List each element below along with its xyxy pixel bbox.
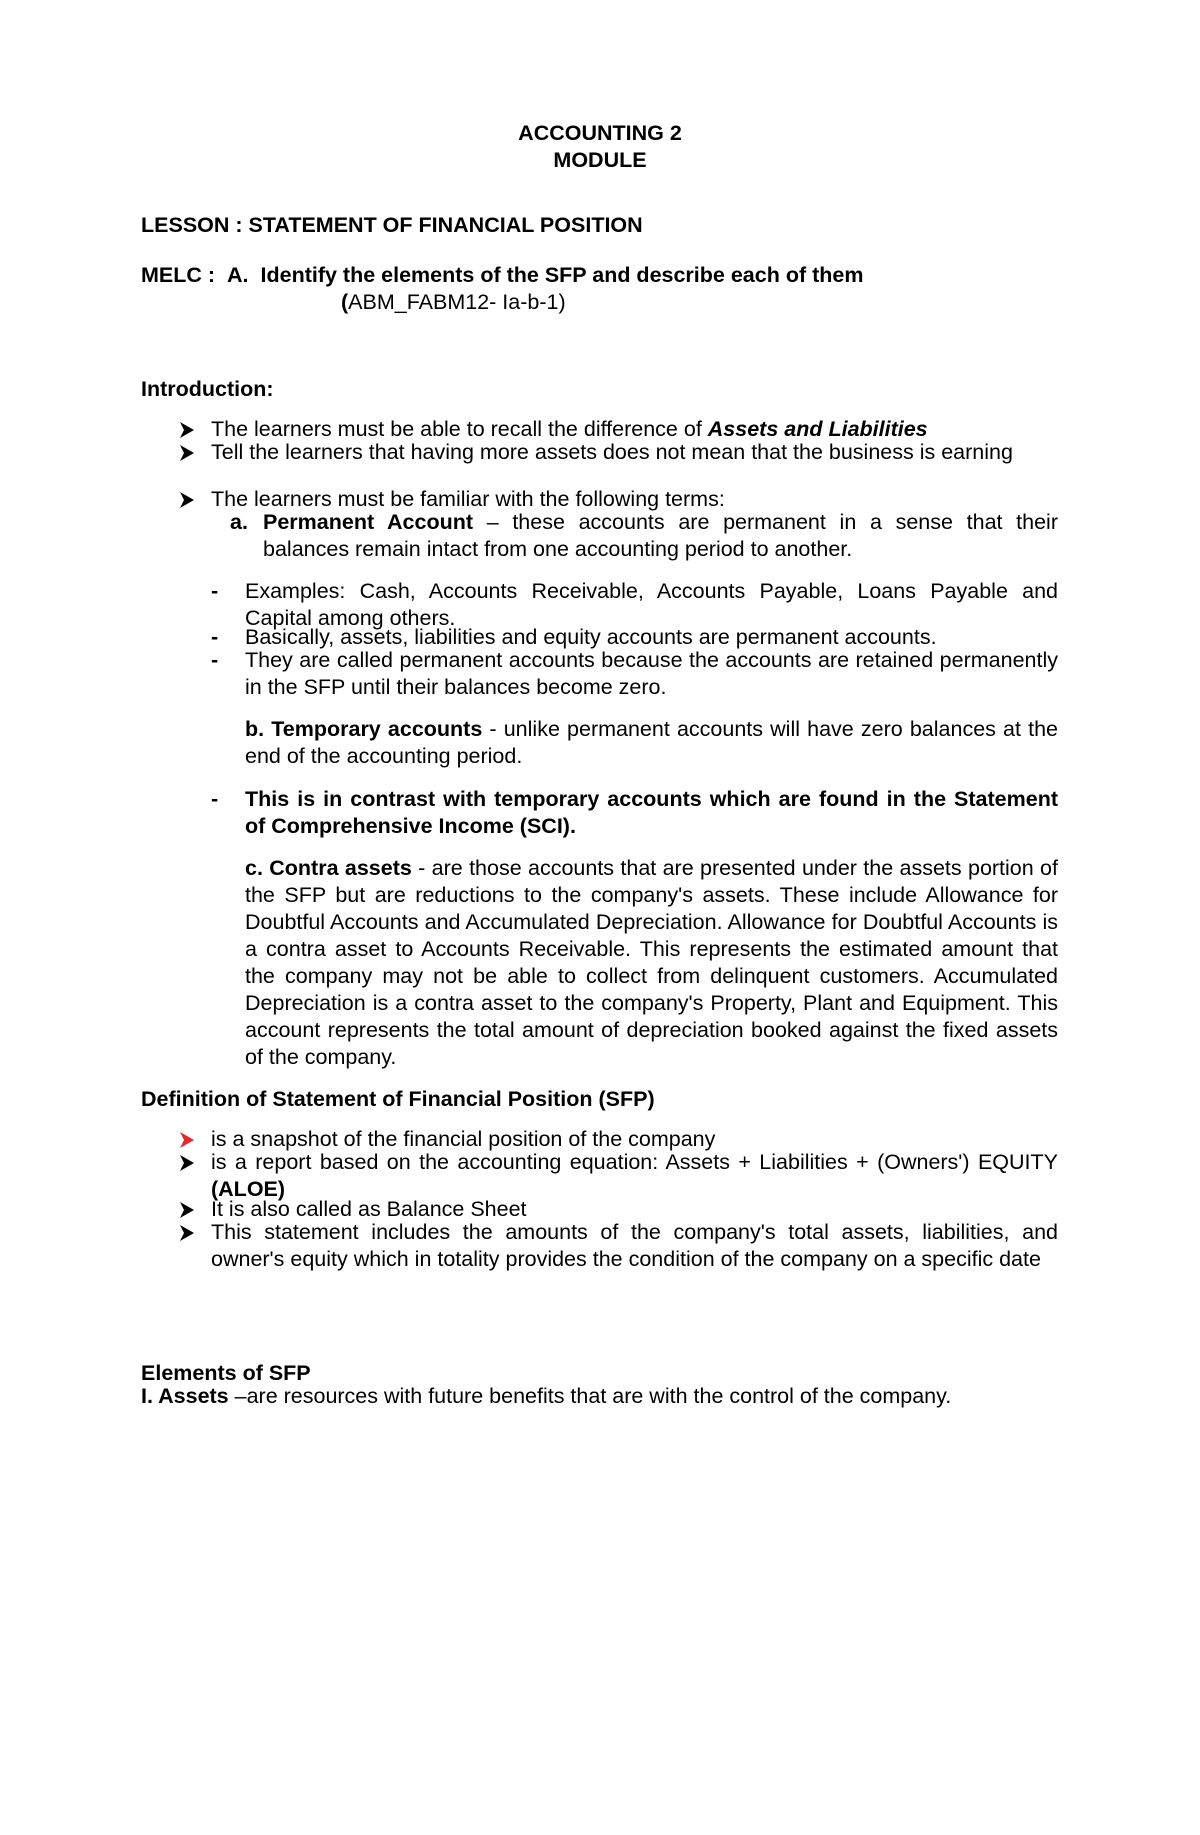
term-b-definition bbox=[245, 716, 1058, 770]
term-c-definition bbox=[245, 855, 1058, 1071]
arrow-bullet-icon bbox=[176, 1152, 198, 1174]
melc-label: MELC : bbox=[141, 263, 216, 287]
term-c-desc: - are those accounts that are presented under the assets portion of the SFP but are reductions to the company's assets. These include Allowance for Doubtful Accounts and Accumulated Depreciation. Allowance for Doubtful Accounts is a contra asset to Accounts Receivable. This represents the estimated amount that the company may not be able to collect from delinquent customers. Accumulated Depreciation is a contra asset to the company's Property, Plant and Equipment. This account represents the total amount of depreciation booked against the fixed assets of the company. bbox=[245, 856, 1058, 1069]
introduction-heading: Introduction: bbox=[141, 377, 274, 401]
arrow-bullet-red-icon bbox=[176, 1129, 198, 1151]
dash-marker: - bbox=[211, 579, 219, 603]
intro-bullet-1-emphasis: Assets and Liabilities bbox=[707, 417, 928, 441]
melc-code-paren: ( bbox=[341, 290, 349, 314]
dash-item-contrast: This is in contrast with temporary accounts which are found in the Statement of Comprehensive Income (SCI). bbox=[245, 787, 1058, 838]
arrow-bullet-icon bbox=[176, 1222, 198, 1244]
arrow-bullet-icon bbox=[176, 419, 198, 441]
term-a-definition bbox=[263, 509, 1058, 563]
lesson-line: LESSON : STATEMENT OF FINANCIAL POSITION bbox=[141, 213, 643, 237]
elements-heading: Elements of SFP bbox=[141, 1361, 311, 1385]
definition-bullet-3: It is also called as Balance Sheet bbox=[211, 1197, 527, 1221]
melc-code: ABM_FABM12- Ia-b-1) bbox=[348, 290, 566, 314]
dash-item-basically: Basically, assets, liabilities and equity accounts are permanent accounts. bbox=[245, 625, 937, 649]
melc-line bbox=[141, 262, 863, 289]
definition-bullet-2 bbox=[211, 1149, 1058, 1203]
intro-bullet-3: The learners must be familiar with the following terms: bbox=[211, 487, 725, 511]
elements-item-assets bbox=[141, 1383, 1058, 1410]
module-title: ACCOUNTING 2 bbox=[518, 121, 682, 145]
definition-heading: Definition of Statement of Financial Position (SFP) bbox=[141, 1087, 655, 1111]
dash-marker: - bbox=[211, 625, 219, 649]
term-a-name: Permanent Account bbox=[263, 510, 474, 534]
term-a-letter: a. bbox=[230, 510, 248, 534]
term-c-name: c. Contra assets bbox=[245, 856, 412, 880]
dash-item-examples: Examples: Cash, Accounts Receivable, Accounts Payable, Loans Payable and Capital among others. bbox=[245, 579, 1058, 630]
elements-item-assets-desc: –are resources with future benefits that are with the control of the company. bbox=[228, 1384, 952, 1408]
intro-bullet-2: Tell the learners that having more assets does not mean that the business is earning bbox=[211, 440, 1013, 464]
definition-bullet-2-text: is a report based on the accounting equation: Assets + Liabilities + (Owners') EQUITY bbox=[211, 1150, 1058, 1174]
dash-marker: - bbox=[211, 787, 219, 811]
definition-bullet-1: is a snapshot of the financial position of the company bbox=[211, 1127, 716, 1151]
definition-bullet-2-emphasis: (ALOE) bbox=[211, 1177, 286, 1201]
term-b-desc: - unlike permanent accounts will have zero balances at the end of the accounting period. bbox=[245, 717, 1059, 768]
melc-text: Identify the elements of the SFP and describe each of them bbox=[260, 263, 864, 287]
arrow-bullet-icon bbox=[176, 442, 198, 464]
module-subtitle: MODULE bbox=[553, 148, 647, 172]
term-a-desc: – these accounts are permanent in a sense that their balances remain intact from one accounting period to another. bbox=[263, 510, 1058, 561]
dash-item-called-permanent: They are called permanent accounts because the accounts are retained permanently in the SFP until their balances become zero. bbox=[245, 648, 1058, 699]
definition-bullet-4: This statement includes the amounts of the company's total assets, liabilities, and owner's equity which in totality provides the condition of the company on a specific date bbox=[211, 1220, 1058, 1271]
intro-bullet-1-text: The learners must be able to recall the difference of bbox=[211, 417, 708, 441]
arrow-bullet-icon bbox=[176, 1199, 198, 1221]
melc-code-line bbox=[341, 289, 566, 316]
melc-letter: A. bbox=[227, 263, 249, 287]
arrow-bullet-icon bbox=[176, 489, 198, 511]
elements-item-assets-name: I. Assets bbox=[141, 1384, 229, 1408]
term-b-name: b. Temporary accounts bbox=[245, 717, 483, 741]
dash-marker: - bbox=[211, 648, 219, 672]
